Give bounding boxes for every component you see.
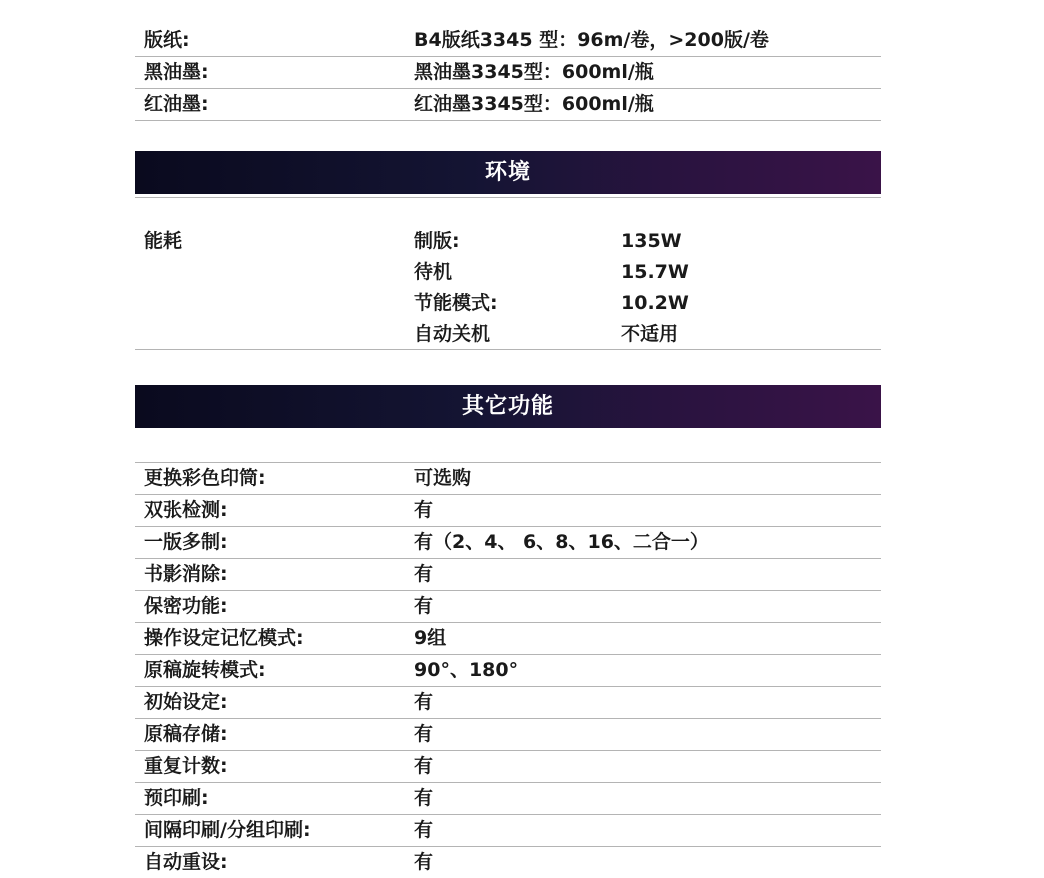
row-label: 黑油墨: — [144, 61, 209, 83]
consumables-table — [135, 25, 881, 121]
row-label: 双张检测: — [144, 499, 228, 521]
table-row — [135, 783, 881, 815]
row-value: B4版纸3345 型：96m/卷，>200版/卷 — [414, 29, 769, 51]
row-value: 有 — [414, 723, 434, 745]
row-value: 黑油墨3345型：600ml/瓶 — [414, 61, 654, 83]
row-value: 有（2、4、 6、8、16、二合一） — [414, 531, 709, 553]
table-row — [135, 815, 881, 847]
table-row — [135, 89, 881, 121]
row-label: 预印刷: — [144, 787, 209, 809]
energy-item-label: 自动关机 — [414, 323, 491, 345]
row-label: 初始设定: — [144, 691, 228, 713]
row-label: 更换彩色印筒: — [144, 467, 266, 489]
row-label: 书影消除: — [144, 563, 228, 585]
divider — [135, 349, 881, 350]
table-row — [135, 57, 881, 89]
row-label: 间隔印刷/分组印刷: — [144, 819, 311, 841]
energy-category-label: 能耗 — [144, 230, 183, 252]
table-row — [135, 495, 881, 527]
row-label: 自动重设: — [144, 851, 228, 873]
other-functions-table — [135, 463, 881, 878]
table-row — [135, 655, 881, 687]
row-value: 有 — [414, 499, 434, 521]
energy-item — [414, 319, 874, 350]
row-value: 有 — [414, 755, 434, 777]
table-row — [135, 719, 881, 751]
energy-item-label: 制版: — [414, 230, 460, 252]
section-header-environment: 环境 — [135, 151, 881, 194]
energy-item-label: 待机 — [414, 261, 453, 283]
energy-item-value: 10.2W — [621, 292, 689, 314]
table-row — [135, 25, 881, 57]
row-value: 红油墨3345型：600ml/瓶 — [414, 93, 654, 115]
row-value: 有 — [414, 787, 434, 809]
row-label: 红油墨: — [144, 93, 209, 115]
row-value: 90°、180° — [414, 659, 519, 681]
energy-item-value: 不适用 — [621, 323, 679, 345]
row-value: 有 — [414, 691, 434, 713]
energy-item-value: 135W — [621, 230, 682, 252]
divider — [135, 197, 881, 198]
table-row — [135, 527, 881, 559]
table-row — [135, 751, 881, 783]
table-row — [135, 463, 881, 495]
section-header-other-functions: 其它功能 — [135, 385, 881, 428]
row-value: 有 — [414, 851, 434, 873]
energy-consumption-block — [135, 224, 881, 349]
row-label: 重复计数: — [144, 755, 228, 777]
row-label: 原稿旋转模式: — [144, 659, 266, 681]
table-row — [135, 687, 881, 719]
energy-item — [414, 257, 874, 288]
row-value: 有 — [414, 563, 434, 585]
energy-item — [414, 226, 874, 257]
table-row — [135, 623, 881, 655]
table-row — [135, 591, 881, 623]
table-row — [135, 559, 881, 591]
row-value: 有 — [414, 595, 434, 617]
energy-item-label: 节能模式: — [414, 292, 498, 314]
row-value: 可选购 — [414, 467, 472, 489]
row-label: 原稿存储: — [144, 723, 228, 745]
table-row — [135, 847, 881, 878]
row-label: 保密功能: — [144, 595, 228, 617]
row-label: 版纸: — [144, 29, 190, 51]
row-value: 9组 — [414, 627, 447, 649]
energy-item-value: 15.7W — [621, 261, 689, 283]
row-value: 有 — [414, 819, 434, 841]
row-label: 一版多制: — [144, 531, 228, 553]
row-label: 操作设定记忆模式: — [144, 627, 304, 649]
energy-item — [414, 288, 874, 319]
